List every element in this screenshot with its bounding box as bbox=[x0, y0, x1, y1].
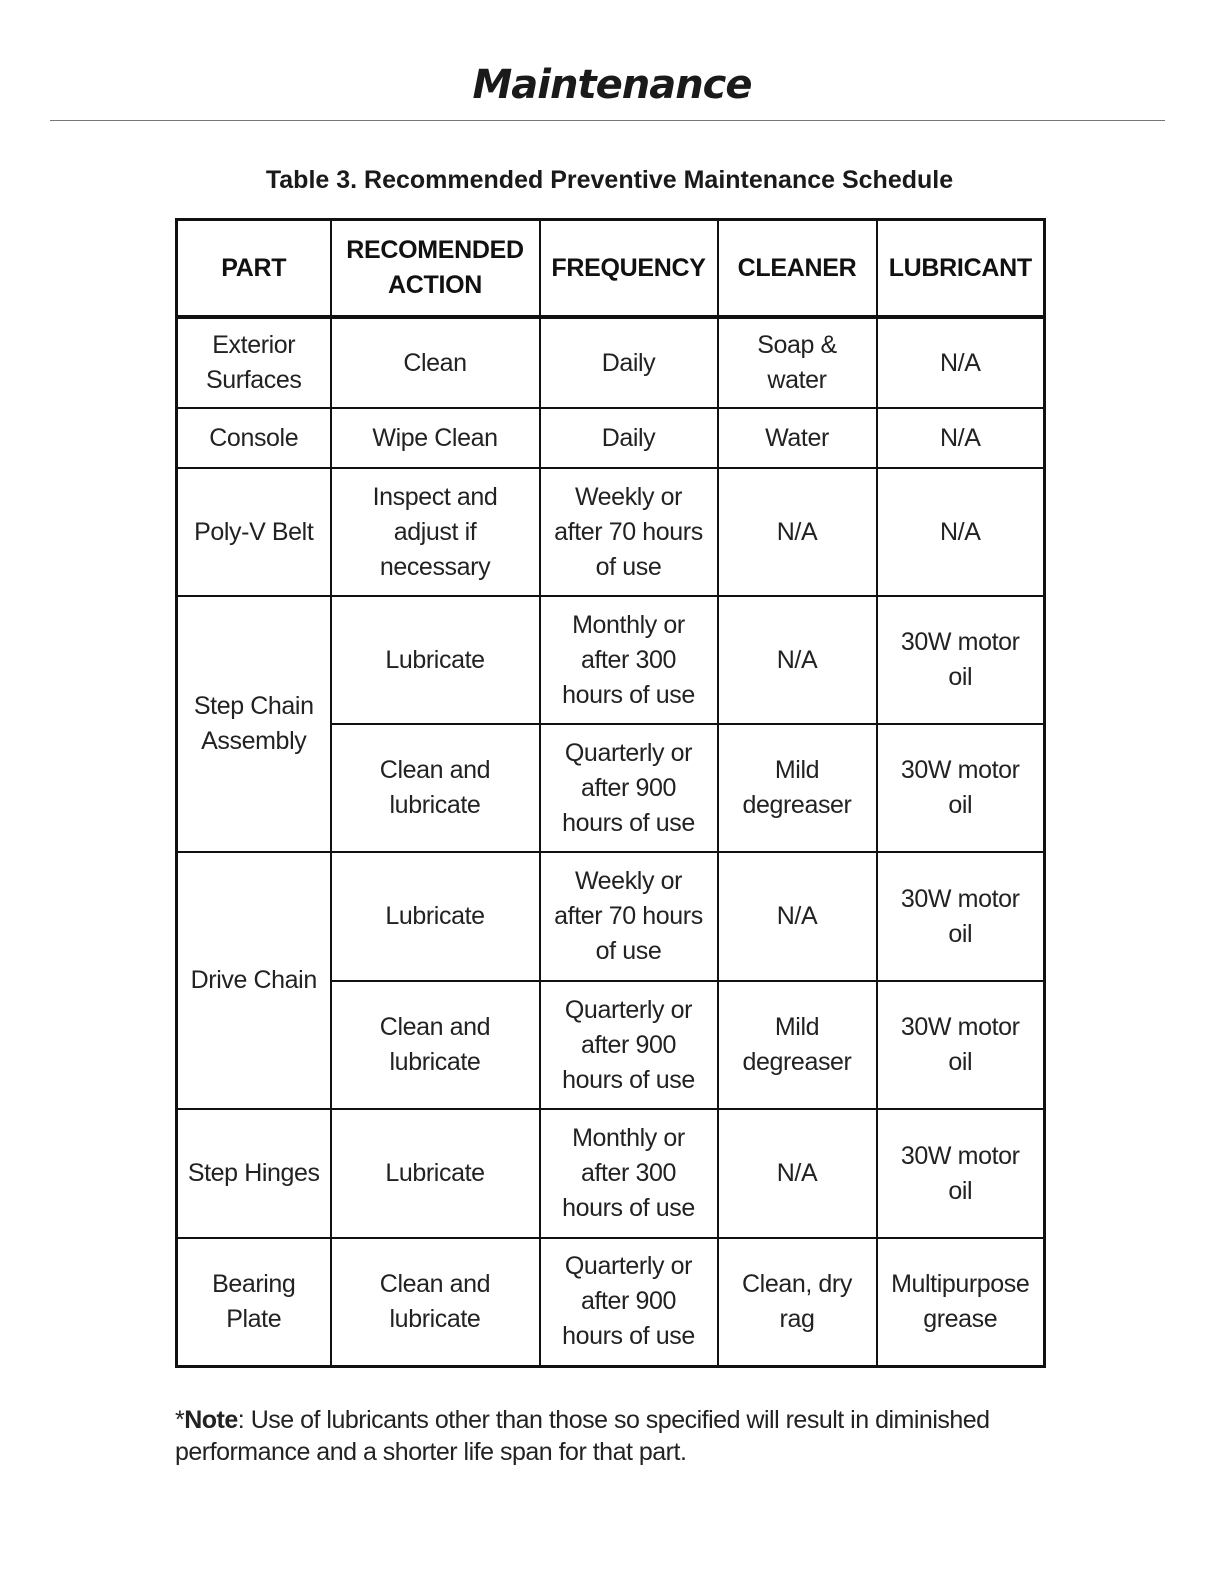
action-cell: Lubricate bbox=[331, 852, 540, 981]
note-label: Note bbox=[184, 1406, 238, 1434]
cleaner-cell: N/A bbox=[718, 852, 877, 981]
part-cell: Exterior Surfaces bbox=[177, 317, 331, 408]
part-cell: Drive Chain bbox=[177, 852, 331, 1109]
column-header-cleaner: CLEANER bbox=[718, 220, 877, 318]
cleaner-cell: Mild degreaser bbox=[718, 981, 877, 1109]
title-divider bbox=[50, 120, 1165, 121]
cleaner-cell: N/A bbox=[718, 1109, 877, 1238]
frequency-cell: Monthly or after 300 hours of use bbox=[540, 596, 718, 724]
column-header-part: PART bbox=[177, 220, 331, 318]
lubricant-cell: 30W motor oil bbox=[877, 1109, 1045, 1238]
frequency-cell: Daily bbox=[540, 408, 718, 468]
lubricant-cell: N/A bbox=[877, 468, 1045, 596]
lubricant-cell: 30W motor oil bbox=[877, 724, 1045, 852]
action-cell: Clean and lubricate bbox=[331, 981, 540, 1109]
action-cell: Wipe Clean bbox=[331, 408, 540, 468]
page-title: Maintenance bbox=[472, 62, 752, 108]
lubricant-cell: 30W motor oil bbox=[877, 981, 1045, 1109]
cleaner-cell: N/A bbox=[718, 468, 877, 596]
table-row bbox=[177, 1238, 1045, 1366]
note-text: : Use of lubricants other than those so specified will result in diminished performance and a shorter life span for that part. bbox=[175, 1406, 990, 1466]
table-row bbox=[177, 596, 1045, 724]
cleaner-cell: Clean, dry rag bbox=[718, 1238, 877, 1366]
column-header-lubricant: LUBRICANT bbox=[877, 220, 1045, 318]
part-cell: Bearing Plate bbox=[177, 1238, 331, 1366]
action-cell: Clean bbox=[331, 317, 540, 408]
lubricant-cell: Multipurpose grease bbox=[877, 1238, 1045, 1366]
action-cell: Inspect and adjust if necessary bbox=[331, 468, 540, 596]
frequency-cell: Quarterly or after 900 hours of use bbox=[540, 981, 718, 1109]
column-header-frequency: FREQUENCY bbox=[540, 220, 718, 318]
cleaner-cell: Mild degreaser bbox=[718, 724, 877, 852]
part-cell: Step Chain Assembly bbox=[177, 596, 331, 852]
lubricant-cell: 30W motor oil bbox=[877, 852, 1045, 981]
frequency-cell: Quarterly or after 900 hours of use bbox=[540, 724, 718, 852]
table-header-row bbox=[177, 220, 1045, 318]
part-cell: Poly-V Belt bbox=[177, 468, 331, 596]
table-row bbox=[177, 317, 1045, 408]
table-row bbox=[177, 1109, 1045, 1238]
frequency-cell: Monthly or after 300 hours of use bbox=[540, 1109, 718, 1238]
table-row bbox=[177, 852, 1045, 981]
note-asterisk: * bbox=[175, 1406, 185, 1434]
column-header-action: RECOMENDED ACTION bbox=[331, 220, 540, 318]
lubricant-cell: N/A bbox=[877, 408, 1045, 468]
frequency-cell: Weekly or after 70 hours of use bbox=[540, 852, 718, 981]
table-row bbox=[177, 468, 1045, 596]
cleaner-cell: N/A bbox=[718, 596, 877, 724]
lubricant-cell: N/A bbox=[877, 317, 1045, 408]
maintenance-schedule-table bbox=[175, 218, 1046, 1368]
action-cell: Lubricate bbox=[331, 596, 540, 724]
part-cell: Step Hinges bbox=[177, 1109, 331, 1238]
frequency-cell: Quarterly or after 900 hours of use bbox=[540, 1238, 718, 1366]
action-cell: Lubricate bbox=[331, 1109, 540, 1238]
lubricant-cell: 30W motor oil bbox=[877, 596, 1045, 724]
cleaner-cell: Water bbox=[718, 408, 877, 468]
table-caption: Table 3. Recommended Preventive Maintenance Schedule bbox=[265, 166, 954, 194]
cleaner-cell: Soap & water bbox=[718, 317, 877, 408]
frequency-cell: Weekly or after 70 hours of use bbox=[540, 468, 718, 596]
footnote bbox=[175, 1404, 1055, 1468]
frequency-cell: Daily bbox=[540, 317, 718, 408]
table-row bbox=[177, 408, 1045, 468]
action-cell: Clean and lubricate bbox=[331, 1238, 540, 1366]
action-cell: Clean and lubricate bbox=[331, 724, 540, 852]
part-cell: Console bbox=[177, 408, 331, 468]
